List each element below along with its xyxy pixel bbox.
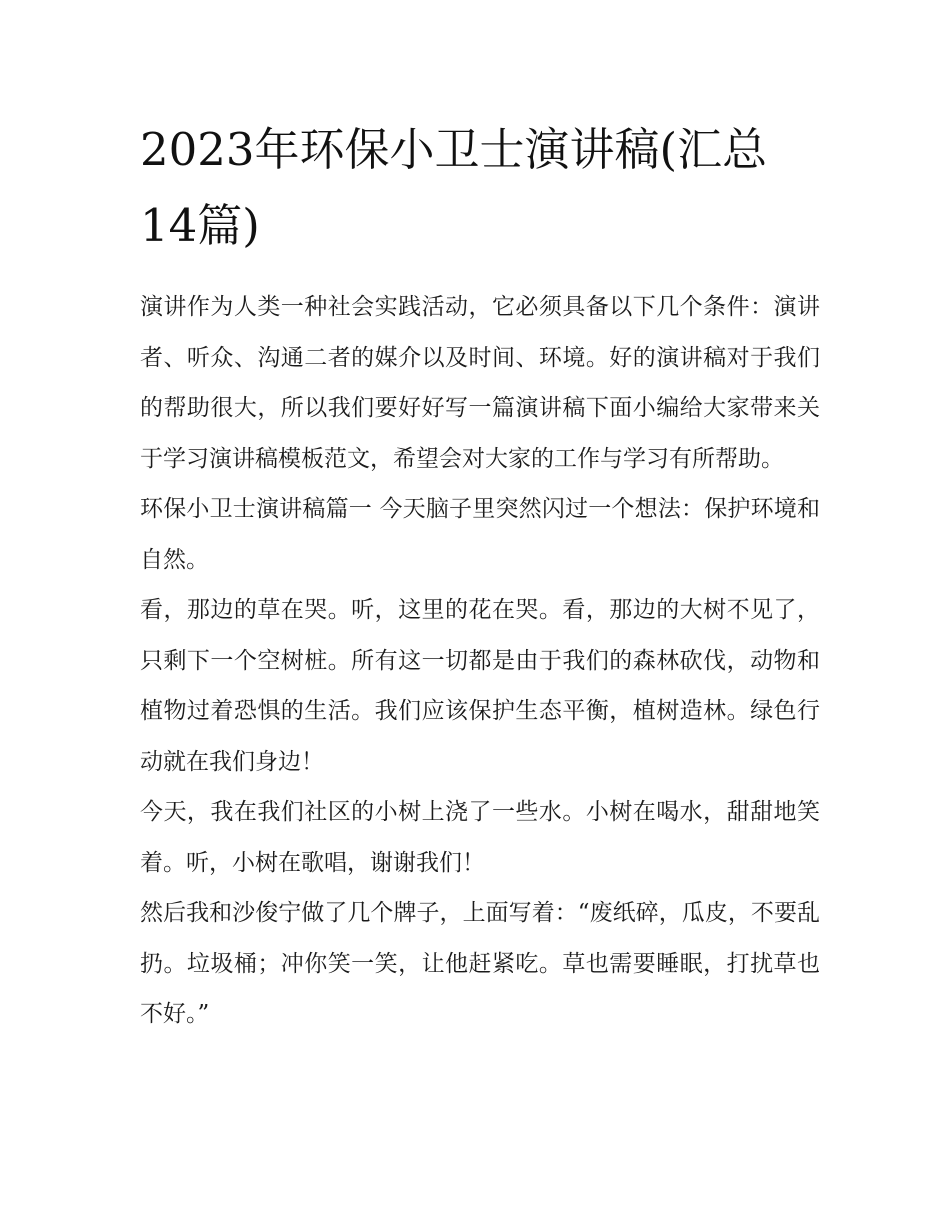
document-body [140, 112, 820, 1040]
paragraph-intro: 演讲作为人类一种社会实践活动，它必须具备以下几个条件：演讲者、听众、沟通二者的媒介以及时间、环境。好的演讲稿对于我们的帮助很大，所以我们要好好写一篇演讲稿下面小编给大家带来关于学习演讲稿模板范文，希望会对大家的工作与学习有所帮助。 [140, 294, 820, 472]
paragraph-watering-tree: 今天，我在我们社区的小树上浇了一些水。小树在喝水，甜甜地笑着。听，小树在歌唱，谢谢我们！ [140, 799, 820, 876]
paragraph-speech-one-opening: 环保小卫士演讲稿篇一 今天脑子里突然闪过一个想法：保护环境和自然。 [140, 496, 820, 573]
paragraph-crying-nature: 看，那边的草在哭。听，这里的花在哭。看，那边的大树不见了，只剩下一个空树桩。所有这一切都是由于我们的森林砍伐，动物和植物过着恐惧的生活。我们应该保护生态平衡，植树造林。绿色行动就在我们身边！ [140, 597, 820, 775]
document-title: 2023年环保小卫士演讲稿(汇总14篇) [140, 123, 768, 252]
paragraph-signs: 然后我和沙俊宁做了几个牌子，上面写着：“废纸碎，瓜皮，不要乱扔。垃圾桶；冲你笑一笑，让他赶紧吃。草也需要睡眠，打扰草也不好。” [140, 900, 820, 1027]
